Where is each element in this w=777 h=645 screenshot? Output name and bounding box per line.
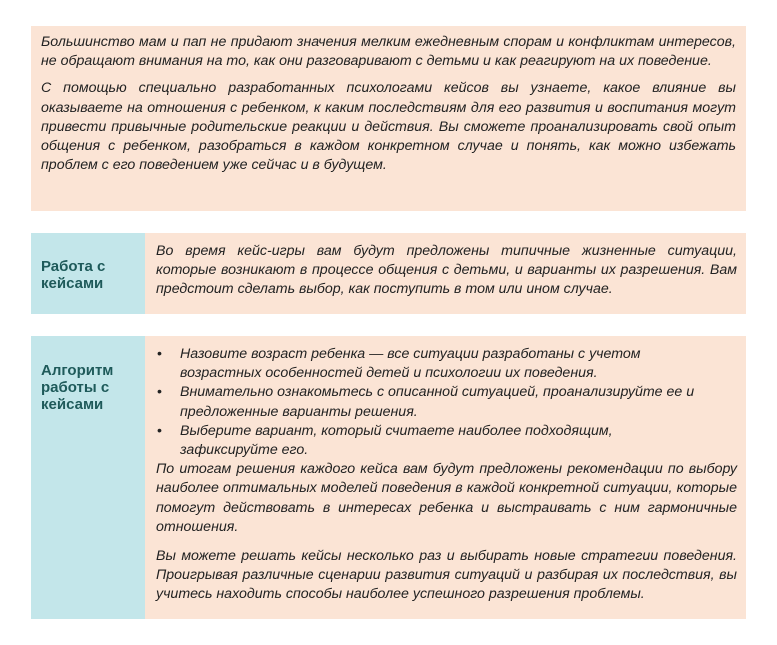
- step-text: Назовите возраст ребенка — все ситуации разработаны с учетом возрастных особенностей детей и психологии их поведения.: [180, 346, 641, 382]
- intro-paragraph-1: Большинство мам и пап не придают значения мелким ежедневным спорам и конфликтам интересов, не обращают внимания на то, как они разговаривают с детьми и как реагируют на их поведение.: [41, 34, 736, 70]
- step-text: Внимательно ознакомьтесь с описанной ситуацией, проанализируйте ее и предложенные варианты решения.: [180, 384, 695, 420]
- cases-block: [31, 233, 746, 314]
- intro-block: [31, 26, 746, 211]
- list-item: [156, 345, 737, 383]
- algorithm-content: [145, 336, 746, 619]
- algorithm-label: Алгоритм работы с кейсами: [31, 336, 145, 619]
- cases-text: Во время кейс-игры вам будут предложены типичные жизненные ситуации, которые возникают в процессе общения с детьми, и варианты их разрешения. Вам предстоит сделать выбор, как поступить в том или ином случае.: [156, 243, 737, 298]
- cases-label: Работа с кейсами: [31, 233, 145, 314]
- list-item: [156, 383, 737, 421]
- algorithm-block: [31, 336, 746, 619]
- intro-paragraph-2: С помощью специально разработанных психологами кейсов вы узнаете, какое влияние вы оказываете на отношения с ребенком, к каким последствиям для его развития и воспитания могут привести привычные родительские реакции и действия. Вы сможете проанализировать свой опыт общения с ребенком, разобраться в каждом конкретном случае и понять, как можно избежать проблем с его поведением уже сейчас и в будущем.: [41, 80, 736, 174]
- bullet-icon: •: [157, 422, 162, 439]
- algorithm-steps-list: [156, 345, 737, 460]
- bullet-icon: •: [157, 346, 162, 362]
- bullet-icon: •: [157, 384, 162, 401]
- step-text: Выберите вариант, который считаете наиболее подходящим, зафиксируйте его.: [180, 422, 613, 459]
- list-item: [156, 422, 737, 460]
- algorithm-paragraph-2: Вы можете решать кейсы несколько раз и выбирать новые стратегии поведения. Проигрывая различные сценарии развития ситуаций и разбирая их последствия, вы учитесь находить способы наиболее успешного разрешения проблемы.: [156, 548, 737, 603]
- algorithm-paragraph-1: По итогам решения каждого кейса вам будут предложены рекомендации по выбору наиболее оптимальных моделей поведения в каждой конкретной ситуации, которые помогут действовать в интересах ребенка и выстраивать с ним гармоничные отношения.: [156, 461, 737, 535]
